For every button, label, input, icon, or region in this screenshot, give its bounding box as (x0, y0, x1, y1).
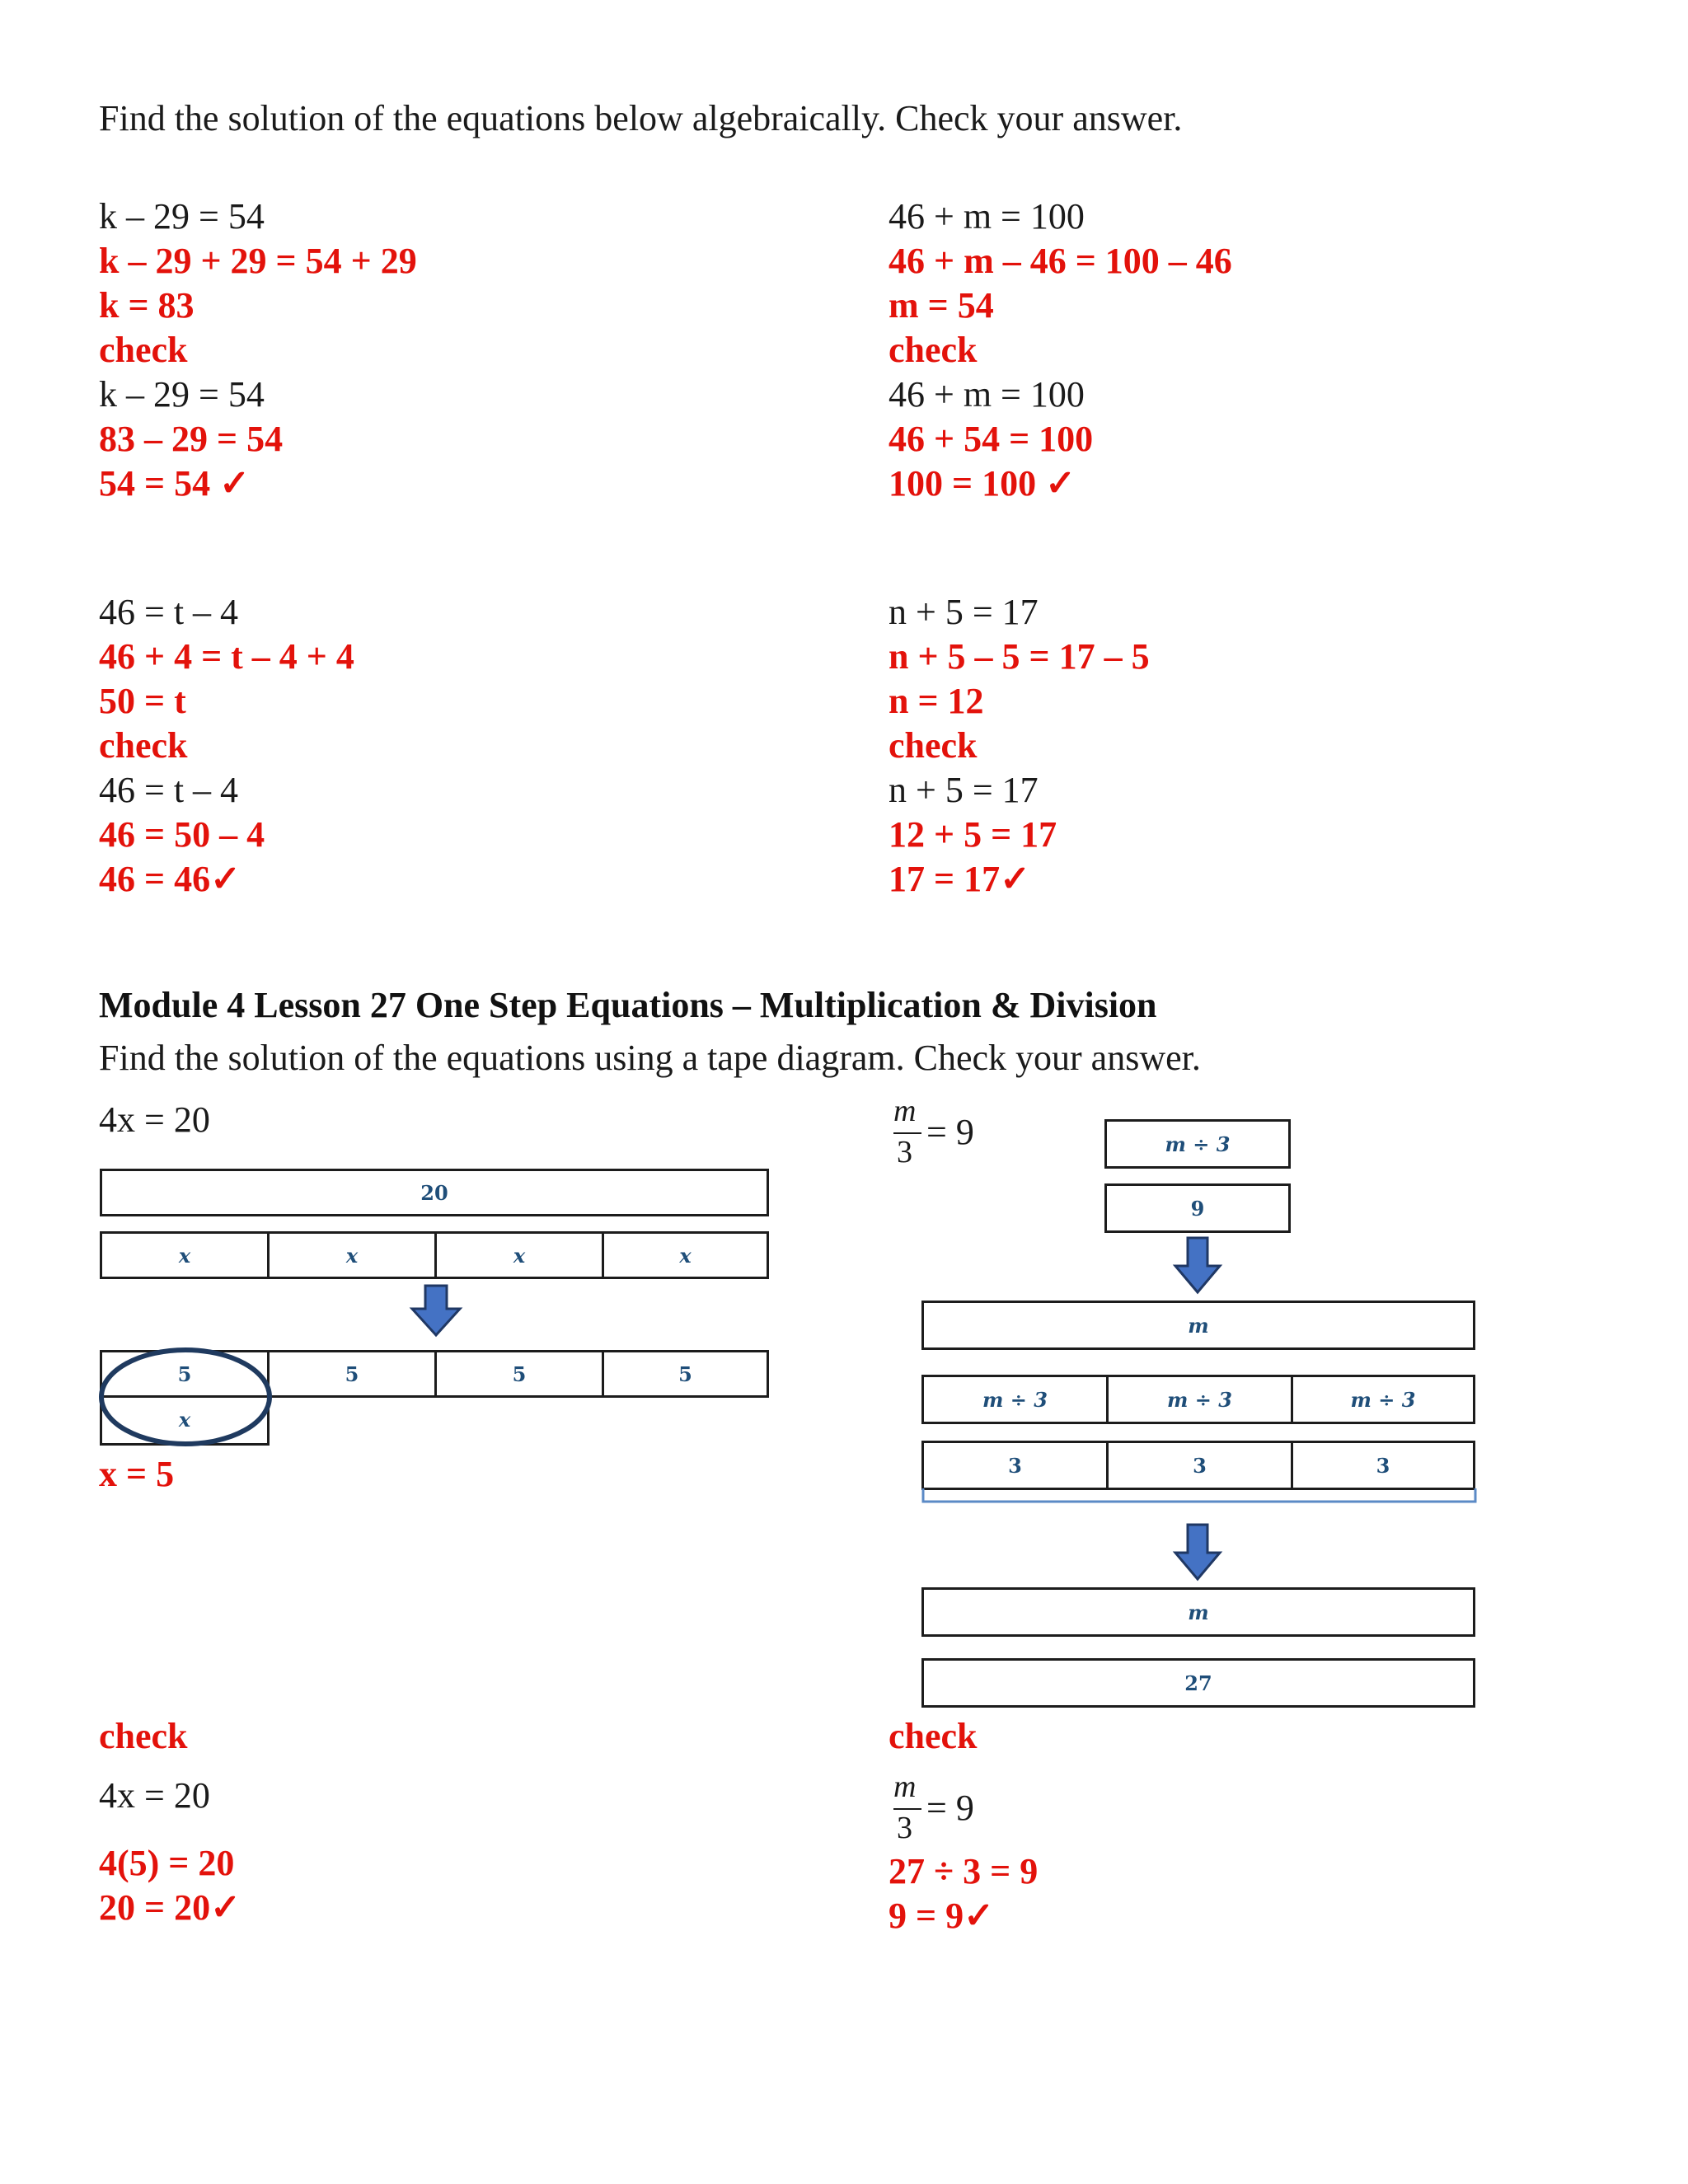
fraction-denominator: 3 (897, 1135, 912, 1169)
down-arrow-icon (409, 1284, 463, 1338)
tape-m-total: m (921, 1301, 1475, 1350)
instruction-algebraic: Find the solution of the equations below algebraically. Check your answer. (99, 98, 1183, 138)
left-check-line-2: 20 = 20✓ (99, 1887, 241, 1928)
equation-line: 46 + m = 100 (889, 374, 1085, 415)
equation-line: check (99, 330, 188, 370)
tape-m-div-3-2: m ÷ 3 (1106, 1375, 1293, 1424)
equation-line: 83 – 29 = 54 (99, 419, 284, 459)
right-check-line-1: 27 ÷ 3 = 9 (889, 1851, 1039, 1891)
tape-value-5-1: 5 (100, 1350, 270, 1398)
equation-line: 46 = 50 – 4 (99, 814, 265, 855)
right-check-label: check (889, 1716, 978, 1756)
tape-part-x-4: x (602, 1231, 769, 1279)
tape-m-result: m (921, 1587, 1475, 1637)
tape-value-5-3: 5 (434, 1350, 604, 1398)
left-check-equation: 4x = 20 (99, 1775, 210, 1816)
tape-3-1: 3 (921, 1441, 1109, 1490)
equation-line: check (99, 725, 188, 766)
equation-line: 50 = t (99, 681, 186, 721)
tape-m-div-3-3: m ÷ 3 (1291, 1375, 1475, 1424)
equation-line: 46 + 54 = 100 (889, 419, 1094, 459)
left-check-line-1: 4(5) = 20 (99, 1843, 235, 1883)
section-heading: Module 4 Lesson 27 One Step Equations – Multiplication & Division (99, 985, 1157, 1025)
down-arrow-icon (1172, 1523, 1223, 1582)
tape-3-2: 3 (1106, 1441, 1293, 1490)
equation-line: n + 5 = 17 (889, 770, 1039, 810)
fraction-denominator: 3 (897, 1811, 912, 1845)
equation-line: n + 5 = 17 (889, 592, 1039, 632)
instruction-tape-diagram: Find the solution of the equations using a tape diagram. Check your answer. (99, 1038, 1201, 1078)
problem-c (99, 590, 354, 902)
equation-line: 46 = t – 4 (99, 592, 239, 632)
equation-line: check (889, 725, 978, 766)
problem-a (99, 194, 417, 506)
equation-line: 12 + 5 = 17 (889, 814, 1057, 855)
equation-line: 46 + m – 46 = 100 – 46 (889, 241, 1232, 281)
equation-line: k – 29 + 29 = 54 + 29 (99, 241, 417, 281)
right-fraction-equation (893, 1093, 992, 1183)
tape-9-top: 9 (1104, 1183, 1291, 1233)
fraction-rhs: = 9 (926, 1788, 974, 1828)
equation-line: k = 83 (99, 285, 195, 326)
equation-line: 100 = 100 ✓ (889, 463, 1076, 504)
fraction-numerator: m (893, 1094, 917, 1128)
equation-line: m = 54 (889, 285, 994, 326)
equation-line: 54 = 54 ✓ (99, 463, 250, 504)
tape-3-3: 3 (1291, 1441, 1475, 1490)
tape-total-20: 20 (100, 1169, 769, 1216)
equation-line: check (889, 330, 978, 370)
equation-line: n + 5 – 5 = 17 – 5 (889, 636, 1150, 677)
tape-value-5-4: 5 (602, 1350, 769, 1398)
equation-line: k – 29 = 54 (99, 196, 265, 237)
circle-highlight-icon (96, 1345, 275, 1449)
right-check-fraction (893, 1769, 992, 1859)
tape-27-result: 27 (921, 1658, 1475, 1708)
fraction-rhs: = 9 (926, 1112, 974, 1152)
equation-line: k – 29 = 54 (99, 374, 265, 415)
equation-line: 46 + 4 = t – 4 + 4 (99, 636, 354, 677)
right-check-line-2: 9 = 9✓ (889, 1896, 994, 1936)
left-equation: 4x = 20 (99, 1099, 210, 1140)
down-arrow-icon (1172, 1236, 1223, 1296)
bracket (921, 1488, 1477, 1505)
tape-m-div-3-1: m ÷ 3 (921, 1375, 1109, 1424)
left-check-label: check (99, 1716, 188, 1756)
equation-line: 46 + m = 100 (889, 196, 1085, 237)
tape-part-x-2: x (267, 1231, 437, 1279)
left-answer: x = 5 (99, 1454, 175, 1494)
tape-value-5-2: 5 (267, 1350, 437, 1398)
tape-solution-x: x (100, 1396, 270, 1446)
problem-d (889, 590, 1150, 902)
equation-line: 17 = 17✓ (889, 859, 1030, 899)
tape-m-div-3-top: m ÷ 3 (1104, 1119, 1291, 1169)
equation-line: 46 = t – 4 (99, 770, 239, 810)
equation-line: 46 = 46✓ (99, 859, 241, 899)
tape-part-x-3: x (434, 1231, 604, 1279)
equation-line: n = 12 (889, 681, 984, 721)
problem-b (889, 194, 1232, 506)
fraction-numerator: m (893, 1769, 917, 1804)
tape-part-x-1: x (100, 1231, 270, 1279)
